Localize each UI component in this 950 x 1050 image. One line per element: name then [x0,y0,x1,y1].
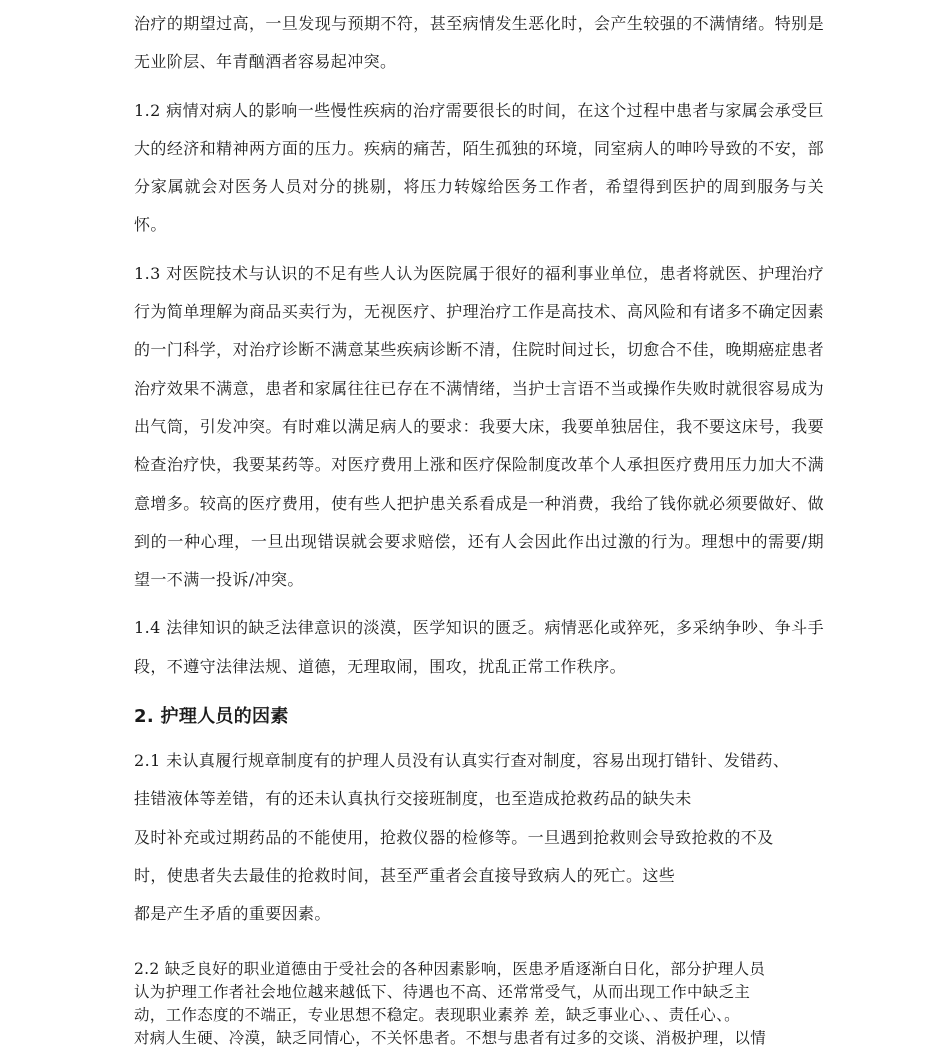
paragraph-2-1-line: 2.1 未认真履行规章制度有的护理人员没有认真实行查对制度，容易出现打错针、发错药、 [134,751,790,771]
paragraph-2-1-line: 及时补充或过期药品的不能使用，抢救仪器的检修等。一旦遇到抢救则会导致抢救的不及 [134,827,774,847]
paragraph-2-2-line: 动，工作态度的不端正，专业思想不稳定。表现职业素养 差，缺乏事业心、、责任心、。 [134,1005,740,1024]
paragraph-2-1-line: 挂错液体等差错，有的还未认真执行交接班制度，也至造成抢救药品的缺失未 [134,789,692,809]
paragraph-2-1-line: 时，使患者失去最佳的抢救时间，甚至严重者会直接导致病人的死亡。这些 [134,865,676,885]
paragraph-2-2-line: 对病人生硬、冷漠，缺乏同情心，不关怀患者。不想与患者有过多的交谈、消极护理，以情 [134,1028,767,1047]
paragraph-2-2 [134,958,824,1050]
paragraph-patient-expectation: 治疗的期望过高，一旦发现与预期不符，甚至病情发生恶化时，会产生较强的不满情绪。特别是无业阶层、年青酗酒者容易起冲突。 [134,14,824,72]
paragraph-2-2-line: 2.2 缺乏良好的职业道德由于受社会的各种因素影响，医患矛盾逐渐白日化，部分护理人员 [134,959,766,978]
paragraph-1-4: 1.4 法律知识的缺乏法律意识的淡漠，医学知识的匮乏。病情恶化或猝死，多采纳争吵、争斗手段，不遵守法律法规、道德，无理取闹，围攻，扰乱正常工作秩序。 [134,618,824,676]
paragraph-1-2: 1.2 病情对病人的影响一些慢性疾病的治疗需要很长的时间，在这个过程中患者与家属会承受巨大的经济和精神两方面的压力。疾病的痛苦，陌生孤独的环境，同室病人的呻吟导致的不安，部分家属就会对医务人员对分的挑剔，将压力转嫁给医务工作者，希望得到医护的周到服务与关怀。 [134,100,824,235]
paragraph-2-1-line: 都是产生矛盾的重要因素。 [134,904,331,924]
paragraph-2-2-line: 认为护理工作者社会地位越来越低下、待遇也不高、还常常受气，从而出现工作中缺乏主 [134,982,751,1001]
paragraph-2-1 [134,742,824,933]
paragraph-1-3: 1.3 对医院技术与认识的不足有些人认为医院属于很好的福利事业单位，患者将就医、护理治疗行为简单理解为商品买卖行为，无视医疗、护理治疗工作是高技术、高风险和有诸多不确定因素的一门科学，对治疗诊断不满意某些疾病诊断不清，住院时间过长，切愈合不佳，晚期癌症患者治疗效果不满意，患者和家属往往已存在不满情绪，当护士言语不当或操作失败时就很容易成为出气筒，引发冲突。有时难以满足病人的要求：我要大床，我要单独居住，我不要这床号，我要检查治疗快，我要某药等。对医疗费用上涨和医疗保险制度改革个人承担医疗费用压力加大不满意增多。较高的医疗费用，使有些人把护患关系看成是一种消费，我给了钱你就必须要做好、做到的一种心理，一旦出现错误就会要求赔偿，还有人会因此作出过激的行为。理想中的需要/期望一不满一投诉/冲突。 [134,263,824,590]
section-heading-2: 2. 护理人员的因素 [134,706,289,728]
document-page [134,0,824,1050]
